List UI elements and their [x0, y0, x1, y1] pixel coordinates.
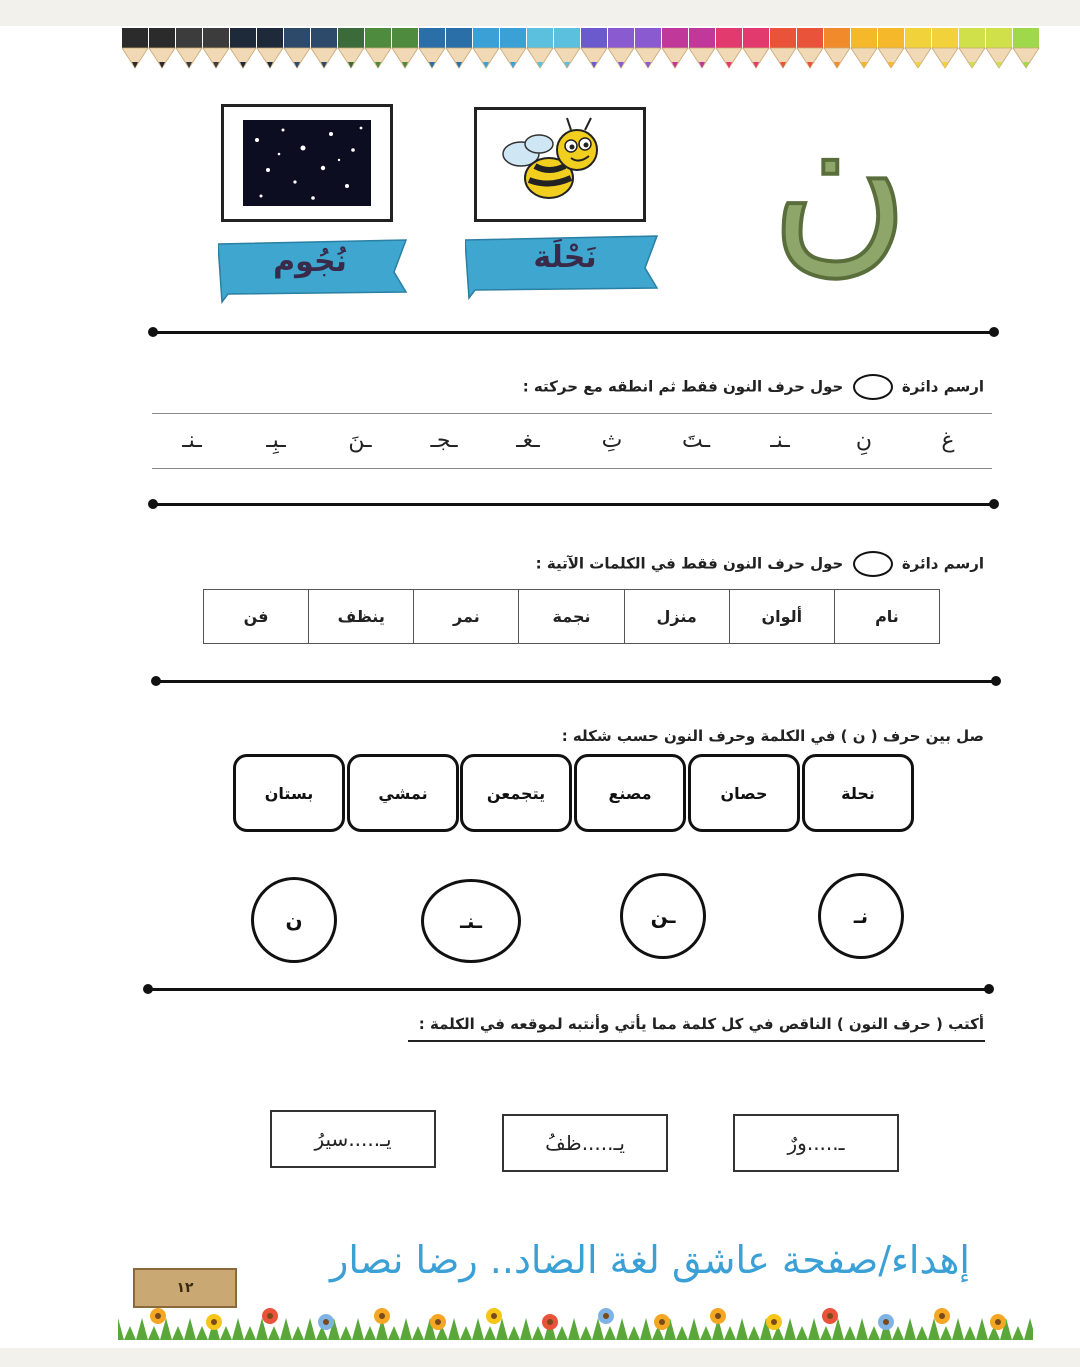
divider-dot [984, 984, 994, 994]
flowers-border [118, 1300, 1033, 1340]
word-cell[interactable]: نام [834, 590, 939, 643]
flower-center [267, 1313, 273, 1319]
flower-center [659, 1319, 665, 1325]
flower-center [491, 1313, 497, 1319]
pencil-body [392, 28, 418, 48]
pencil-body [905, 28, 931, 48]
missing-letter-word[interactable]: ـ.....ورٌ [733, 1114, 899, 1172]
pencil-body [770, 28, 796, 48]
match-word[interactable]: حصان [688, 754, 800, 832]
pencil-body [122, 28, 148, 48]
pencil-body [986, 28, 1012, 48]
row-top-line [152, 413, 992, 414]
match-word[interactable]: يتجمعن [460, 754, 572, 832]
match-word[interactable]: مصنع [574, 754, 686, 832]
pencil-body [338, 28, 364, 48]
pencil-body [473, 28, 499, 48]
match-word[interactable]: نحلة [802, 754, 914, 832]
word-cell[interactable]: نمر [413, 590, 518, 643]
letter-shape[interactable]: ـنـ [770, 428, 790, 453]
featured-letter: ن [770, 72, 910, 293]
bee-picture-frame [474, 107, 646, 222]
missing-letter-word[interactable]: يـ.....سيرُ [270, 1110, 436, 1168]
pencil-body [1013, 28, 1039, 48]
stars-word: نُجُوم [273, 244, 347, 279]
stars-picture-frame [221, 104, 393, 222]
flower-center [939, 1313, 945, 1319]
pencil-body [743, 28, 769, 48]
pencil-body [878, 28, 904, 48]
letter-form-circle[interactable]: ن [251, 877, 337, 963]
flower-center [603, 1313, 609, 1319]
flower-center [379, 1313, 385, 1319]
match-word[interactable]: نمشي [347, 754, 459, 832]
section4-instruction: أكتب ( حرف النون ) الناقص في كل كلمة مما يأتي وأنتبه لموقعه في الكلمة : [418, 1015, 984, 1033]
instruction-start: ارسم دائرة [901, 377, 984, 396]
word-cell[interactable]: فن [243, 607, 269, 626]
pencil-body [581, 28, 607, 48]
pencil-body [284, 28, 310, 48]
bee-word: نَحْلَة [533, 240, 597, 275]
letter-form-circle[interactable]: نـ [818, 873, 904, 959]
circle-icon [853, 551, 893, 577]
instruction-end: حول حرف النون فقط ثم انطقه مع حركته : [522, 377, 844, 396]
pencil-body [203, 28, 229, 48]
divider-dot [143, 984, 153, 994]
divider-dot [148, 327, 158, 337]
instruction-end: حول حرف النون فقط في الكلمات الآتية : [535, 554, 844, 573]
section3-instruction: صل بين حرف ( ن ) في الكلمة وحرف النون حسب شكله : [561, 727, 984, 745]
pencil-body [365, 28, 391, 48]
flower-center [211, 1319, 217, 1325]
dedication-text: إهداء/صفحة عاشق لغة الضاد.. رضا نصار [329, 1238, 970, 1282]
divider-dot [991, 676, 1001, 686]
pencils-banner [122, 28, 1040, 78]
circle-icon [853, 374, 893, 400]
divider-line [152, 331, 994, 334]
section2-instruction [536, 551, 984, 577]
divider-dot [148, 499, 158, 509]
letter-form-circle[interactable]: ـن [620, 873, 706, 959]
pencil-body [959, 28, 985, 48]
letter-shape[interactable]: ـغـ [516, 428, 540, 453]
divider-line [147, 988, 989, 991]
words-table [203, 589, 940, 644]
flower-center [155, 1313, 161, 1319]
pencil-body [851, 28, 877, 48]
pencil-body [149, 28, 175, 48]
pencil-body [176, 28, 202, 48]
letter-shape[interactable]: ـبِـ [266, 428, 286, 453]
stars-icon [243, 120, 371, 206]
bee-icon [499, 114, 609, 214]
letter-shape[interactable]: ـجـ [430, 428, 458, 453]
divider-line [152, 503, 994, 506]
pencil-body [635, 28, 661, 48]
pencil-body [257, 28, 283, 48]
missing-letter-word[interactable]: يـ.....ظفُ [502, 1114, 668, 1172]
pencil-body [689, 28, 715, 48]
pencil-body [419, 28, 445, 48]
pencil-body [446, 28, 472, 48]
word-cell[interactable]: ينظف [308, 590, 413, 643]
divider-line [155, 680, 997, 683]
letter-shape[interactable]: ـتَ [681, 428, 711, 453]
flower-center [547, 1319, 553, 1325]
grass-shape [118, 1318, 1033, 1340]
pencil-body [500, 28, 526, 48]
instruction-start: ارسم دائرة [901, 554, 984, 573]
letter-shape[interactable]: ثِ [601, 428, 623, 453]
flower-center [435, 1319, 441, 1325]
pencil-body [662, 28, 688, 48]
flower-center [827, 1313, 833, 1319]
pencil-body [311, 28, 337, 48]
letter-form-circle[interactable]: ـنـ [421, 879, 521, 963]
letter-shape[interactable]: نِ [855, 428, 873, 453]
pencil-body [716, 28, 742, 48]
letter-shape[interactable]: ـنـ [182, 428, 202, 453]
pencil-body [824, 28, 850, 48]
pencil-body [527, 28, 553, 48]
word-cell[interactable]: نجمة [518, 590, 623, 643]
pencil-body [797, 28, 823, 48]
flower-center [883, 1319, 889, 1325]
letter-shape[interactable]: ـنَ [348, 428, 372, 453]
letter-shape[interactable]: غ [941, 428, 955, 453]
instruction-underline [408, 1040, 985, 1042]
pencil-body [230, 28, 256, 48]
pencil-body [608, 28, 634, 48]
match-word[interactable]: بستان [233, 754, 345, 832]
row-bottom-line [152, 468, 992, 469]
word-cell[interactable]: ألوان [729, 590, 834, 643]
section1-instruction [523, 374, 984, 400]
flower-center [323, 1319, 329, 1325]
flower-center [715, 1313, 721, 1319]
page-number: ١٢ [176, 1280, 194, 1296]
flower-center [771, 1319, 777, 1325]
pencil-body [932, 28, 958, 48]
pencil-body [554, 28, 580, 48]
flower-center [995, 1319, 1001, 1325]
divider-dot [989, 327, 999, 337]
divider-dot [151, 676, 161, 686]
divider-dot [989, 499, 999, 509]
word-cell[interactable]: منزل [624, 590, 729, 643]
